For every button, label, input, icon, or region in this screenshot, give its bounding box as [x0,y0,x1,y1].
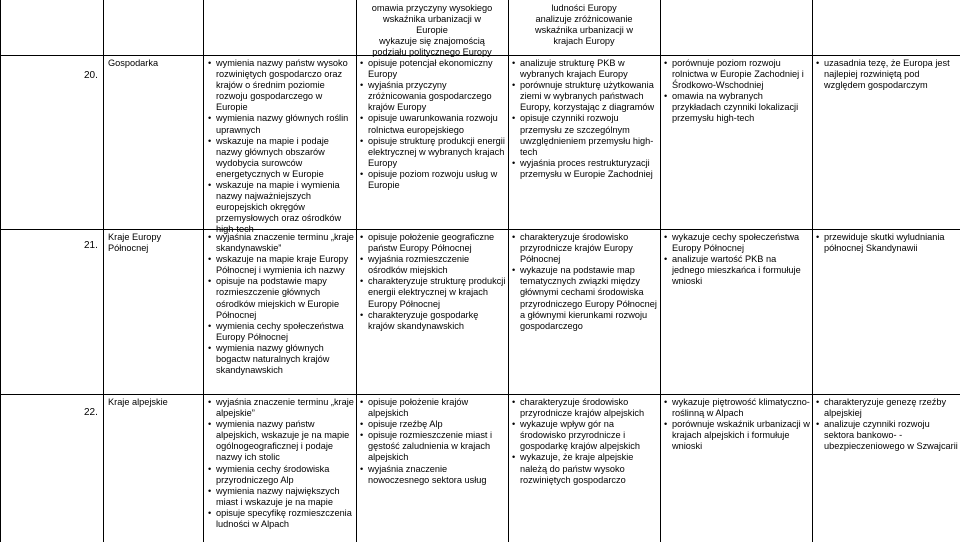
row-number: 20. [84,70,98,81]
bullet-list [512,397,658,486]
list-item: • opisuje czynniki rozwoju przemysłu ze szczególnym uwzględnieniem przemysłu high-tech [512,113,658,157]
row-number: 21. [84,240,98,251]
list-item: • opisuje specyfikę rozmieszczenia ludności w Alpach [208,508,354,530]
list-item: • wymienia nazwy państw wysoko rozwiniętych gospodarczo oraz krajów o średnim poziomie rozwoju gospodarczego w Europie [208,58,354,113]
list-item: • porównuje strukturę użytkowania ziemi w wybranych państwach Europy, korzystając z diagramów [512,80,658,113]
bullet-list [360,232,506,332]
row-topic: Kraje alpejskie [108,397,168,407]
list-item: • opisuje strukturę produkcji energii elektrycznej w wybranych krajach Europy [360,136,506,169]
list-item: • opisuje rozmieszczenie miast i gęstość zaludnienia w krajach alpejskich [360,430,506,463]
text-line: Europie [416,25,448,36]
bullet-list [664,58,810,125]
row-21-advanced-requirements [512,232,658,332]
list-item: • wymienia cechy społeczeństwa Europy Północnej [208,321,354,343]
column-divider [356,0,357,542]
list-item: • wymienia cechy środowiska przyrodniczego Alp [208,464,354,486]
bullet-list [360,397,506,486]
list-item: • wyjaśnia przyczyny zróżnicowania gospodarczego krajów Europy [360,80,506,113]
list-item: • porównuje wskaźnik urbanizacji w krajach alpejskich i formułuje wnioski [664,419,810,452]
list-item: • wymienia nazwy państw alpejskich, wskazuje je na mapie ogólnogeograficznej i podaje nazwy ich stolic [208,419,354,463]
list-item: • wskazuje na mapie i wymienia nazwy najważniejszych europejskich okręgów przemysłowych oraz ośrodków high-tech [208,180,354,235]
list-item: • opisuje poziom rozwoju usług w Europie [360,169,506,191]
text-line: wykazuje się znajomością [379,36,485,47]
text-line: wskaźnika urbanizacji w [382,14,482,25]
text-line: analizuje zróżnicowanie [535,14,633,25]
list-item: • omawia na wybranych przykładach czynniki lokalizacji przemysłu high-tech [664,91,810,124]
bullet-list [664,397,810,452]
list-item: • opisuje rzeźbę Alp [360,419,506,430]
list-item: • wskazuje na mapie kraje Europy Północnej i wymienia ich nazwy [208,254,354,276]
bullet-list [208,58,354,236]
list-item: • charakteryzuje strukturę produkcji energii elektrycznej w krajach Europy Północnej [360,276,506,309]
column-divider [660,0,661,542]
bullet-list [512,232,658,332]
text-line: omawia przyczyny wysokiego [371,3,493,13]
list-item: • analizuje strukturę PKB w wybranych krajach Europy [512,58,658,80]
bullet-list [816,232,958,254]
text-line: ludności Europy [551,3,617,13]
list-item: • wyjaśnia znaczenie terminu „kraje skandynawskie” [208,232,354,254]
row-22-complete-requirements [664,397,810,452]
list-item: • opisuje potencjał ekonomiczny Europy [360,58,506,80]
bullet-list [664,232,810,287]
bullet-list [208,397,354,530]
bullet-list [512,58,658,180]
top-continuation-col4 [508,3,660,47]
row-20-complete-requirements [664,58,810,125]
bullet-list [816,397,958,452]
list-item: • wykazuje na podstawie map tematycznych związki między głównymi cechami środowiska przyrodniczego Europy Północnej a głównymi kierunkami rozwoju gospodarczego [512,265,658,332]
row-20-advanced-requirements [512,58,658,180]
text-line: wskaźnika urbanizacji w [534,25,634,36]
list-item: • charakteryzuje środowisko przyrodnicze krajów Europy Północnej [512,232,658,265]
list-item: • wskazuje na mapie i podaje nazwy głównych obszarów wydobycia surowców energetycznych w Europie [208,136,354,180]
list-item: • wyjaśnia znaczenie nowoczesnego sektora usług [360,464,506,486]
row-divider [0,229,960,230]
list-item: • wyjaśnia rozmieszczenie ośrodków miejskich [360,254,506,276]
list-item: • uzasadnia tezę, że Europa jest najlepiej rozwiniętą pod względem gospodarczym [816,58,958,91]
table-border-left [0,0,1,542]
list-item: • przewiduje skutki wyludniania północnej Skandynawii [816,232,958,254]
list-item: • charakteryzuje środowisko przyrodnicze krajów alpejskich [512,397,658,419]
list-item: • wyjaśnia znaczenie terminu „kraje alpejskie” [208,397,354,419]
bullet-list [208,232,354,376]
row-21-basic-requirements [208,232,354,376]
top-continuation-col3 [356,3,508,58]
list-item: • wykazuje piętrowość klimatyczno-roślinną w Alpach [664,397,810,419]
list-item: • opisuje położenie geograficzne państw Europy Północnej [360,232,506,254]
row-20-excellent-requirements [816,58,958,91]
row-topic: Gospodarka [108,58,159,68]
row-divider [0,394,960,395]
list-item: • wykazuje wpływ gór na środowisko przyrodnicze i gospodarkę krajów alpejskich [512,419,658,452]
row-20-basic-requirements [208,58,354,236]
list-item: • analizuje wartość PKB na jednego mieszkańca i formułuje wnioski [664,254,810,287]
row-22-advanced-requirements [512,397,658,486]
row-topic: Kraje Europy Północnej [108,232,162,254]
row-22-basic-requirements [208,397,354,530]
column-divider [508,0,509,542]
row-20-extended-requirements [360,58,506,191]
row-21-excellent-requirements [816,232,958,254]
row-21-complete-requirements [664,232,810,287]
list-item: • wykazuje, że kraje alpejskie należą do państw wysoko rozwiniętych gospodarczo [512,452,658,485]
row-22-excellent-requirements [816,397,958,452]
row-number: 22. [84,407,98,418]
list-item: • wymienia nazwy największych miast i wskazuje je na mapie [208,486,354,508]
list-item: • opisuje uwarunkowania rozwoju rolnictwa europejskiego [360,113,506,135]
list-item: • analizuje czynniki rozwoju sektora bankowo- -ubezpieczeniowego w Szwajcarii [816,419,958,452]
list-item: • opisuje na podstawie mapy rozmieszczenie głównych ośrodków miejskich w Europie Północnej [208,276,354,320]
list-item: • porównuje poziom rozwoju rolnictwa w Europie Zachodniej i Środkowo-Wschodniej [664,58,810,91]
column-divider [812,0,813,542]
column-divider [103,0,104,542]
list-item: • wyjaśnia proces restrukturyzacji przemysłu w Europie Zachodniej [512,158,658,180]
text-line: krajach Europy [553,36,615,47]
list-item: • charakteryzuje gospodarkę krajów skandynawskich [360,310,506,332]
list-item: • wymienia nazwy głównych roślin uprawnych [208,113,354,135]
row-22-extended-requirements [360,397,506,486]
list-item: • opisuje położenie krajów alpejskich [360,397,506,419]
bullet-list [816,58,958,91]
row-21-extended-requirements [360,232,506,332]
column-divider [203,0,204,542]
bullet-list [360,58,506,191]
text-line: podziału politycznego Europy [372,47,492,58]
list-item: • wymienia nazwy głównych bogactw naturalnych krajów skandynawskich [208,343,354,376]
list-item: • charakteryzuje genezę rzeźby alpejskiej [816,397,958,419]
list-item: • wykazuje cechy społeczeństwa Europy Północnej [664,232,810,254]
